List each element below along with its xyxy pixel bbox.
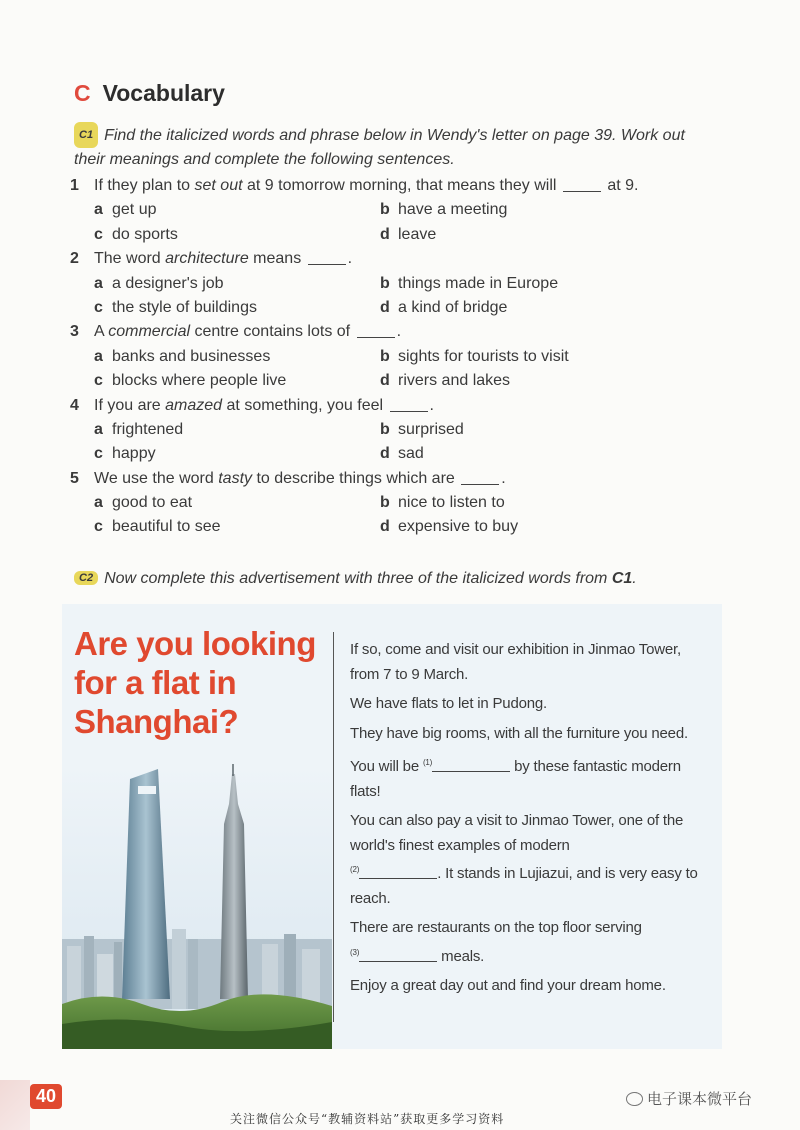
wechat-icon bbox=[626, 1092, 643, 1106]
c2-tag: C2 bbox=[74, 571, 98, 585]
question-text: means bbox=[248, 250, 306, 268]
italic-word: tasty bbox=[218, 469, 253, 487]
c1-instruction bbox=[74, 122, 714, 172]
question-2 bbox=[70, 247, 730, 320]
question-text: If you are bbox=[94, 396, 166, 414]
blank-number: (3) bbox=[350, 947, 360, 957]
c2-end: . bbox=[632, 570, 637, 587]
option-d: d expensive to buy bbox=[380, 518, 519, 536]
answer-blank-3 bbox=[359, 949, 437, 962]
question-text: A bbox=[94, 323, 109, 341]
italic-word: architecture bbox=[165, 250, 249, 268]
question-end: . bbox=[429, 396, 434, 414]
option-c: c blocks where people live bbox=[94, 372, 287, 390]
question-number: 2 bbox=[70, 250, 79, 268]
question-end: . bbox=[501, 469, 506, 487]
answer-blank-2 bbox=[359, 866, 437, 879]
question-end: . bbox=[347, 250, 353, 268]
option-d: d leave bbox=[380, 225, 437, 243]
c2-instruction-text: Now complete this advertisement with three of the italicized words from bbox=[104, 570, 612, 587]
option-d: d sad bbox=[380, 445, 424, 463]
question-list bbox=[70, 174, 730, 540]
question-text: If they plan to bbox=[94, 177, 195, 194]
ad-divider bbox=[333, 632, 334, 1022]
option-b: b surprised bbox=[380, 420, 464, 438]
option-a: a banks and businesses bbox=[94, 347, 271, 365]
section-title: Vocabulary bbox=[102, 80, 225, 106]
ad-paragraph: If so, come and visit our exhibition in Jinmao Tower, from 7 to 9 March. bbox=[350, 641, 681, 683]
question-number: 3 bbox=[70, 323, 79, 341]
option-b: b things made in Europe bbox=[380, 274, 559, 292]
question-text: to describe things which are bbox=[252, 469, 460, 487]
question-text: centre contains lots of bbox=[190, 323, 355, 341]
page-number: 40 bbox=[30, 1084, 62, 1109]
question-number: 1 bbox=[70, 177, 79, 194]
option-b: b have a meeting bbox=[380, 201, 508, 219]
ad-title: Are you looking for a flat in Shanghai? bbox=[74, 625, 316, 740]
advertisement bbox=[62, 604, 722, 1049]
option-a: a frightened bbox=[94, 420, 184, 438]
option-c: c do sports bbox=[94, 225, 178, 243]
ad-paragraph: Enjoy a great day out and find your dream home. bbox=[350, 977, 666, 994]
c1-tag: C1 bbox=[74, 122, 98, 148]
ad-paragraph: There are restaurants on the top floor serving $^{(3)}$ meals. bbox=[350, 919, 642, 965]
italic-word: commercial bbox=[108, 323, 191, 341]
answer-blank bbox=[563, 177, 601, 192]
question-number: 5 bbox=[70, 469, 79, 487]
ad-body bbox=[350, 638, 710, 1004]
question-5 bbox=[70, 467, 730, 540]
italic-word: amazed bbox=[165, 396, 223, 414]
answer-blank-1 bbox=[432, 759, 510, 772]
question-number: 4 bbox=[70, 396, 79, 414]
watermark-text: 电子课本微平台 bbox=[647, 1090, 753, 1108]
ad-paragraph: You can also pay a visit to Jinmao Tower, one of the world's finest examples of modern $^{(2)}$ . It stands in Lujiazui, and is very easy to reach. bbox=[350, 812, 698, 907]
answer-blank bbox=[357, 323, 395, 338]
blank-number: (2) bbox=[350, 865, 360, 874]
watermark bbox=[626, 1088, 752, 1109]
answer-blank bbox=[308, 250, 346, 265]
c1-instruction-text: Find the italicized words and phrase below in Wendy's letter on page 39. Work out their meanings and complete the following sentences. bbox=[74, 127, 685, 168]
section-letter: C bbox=[74, 80, 91, 106]
question-end: . bbox=[396, 323, 402, 341]
question-4 bbox=[70, 394, 730, 467]
shanghai-skyline-image bbox=[62, 764, 332, 1049]
answer-blank bbox=[461, 470, 499, 485]
question-1 bbox=[70, 174, 730, 247]
question-text: We use the word bbox=[94, 469, 219, 487]
option-d: d rivers and lakes bbox=[380, 372, 511, 390]
answer-blank bbox=[390, 397, 428, 412]
italic-word: set out bbox=[194, 177, 243, 194]
section-heading bbox=[74, 80, 225, 107]
ad-paragraph: We have flats to let in Pudong. bbox=[350, 695, 547, 712]
option-c: c the style of buildings bbox=[94, 298, 257, 316]
option-a: a good to eat bbox=[94, 494, 193, 512]
option-c: c happy bbox=[94, 445, 156, 463]
ad-paragraph: They have big rooms, with all the furniture you need. bbox=[350, 724, 688, 742]
c2-reference: C1 bbox=[611, 570, 633, 587]
option-a: a get up bbox=[94, 201, 157, 219]
option-b: b sights for tourists to visit bbox=[380, 347, 569, 365]
option-d: d a kind of bridge bbox=[380, 298, 508, 316]
footer-note: 关注微信公众号“教辅资料站”获取更多学习资料 bbox=[230, 1112, 505, 1126]
option-c: c beautiful to see bbox=[94, 518, 221, 536]
question-3 bbox=[70, 320, 730, 393]
blank-number: (1) bbox=[422, 758, 433, 767]
question-text: at 9 tomorrow morning, that means they will bbox=[242, 177, 561, 194]
option-a: a a designer's job bbox=[94, 274, 224, 292]
question-end: at 9. bbox=[602, 177, 639, 194]
question-text: The word bbox=[94, 250, 166, 268]
option-b: b nice to listen to bbox=[380, 494, 505, 512]
question-text: at something, you feel bbox=[222, 396, 388, 414]
page-corner-decoration bbox=[0, 1080, 30, 1130]
c2-instruction bbox=[74, 570, 637, 588]
ad-paragraph: You will be $^{(1)}$ by these fantastic modern flats! bbox=[350, 758, 681, 800]
